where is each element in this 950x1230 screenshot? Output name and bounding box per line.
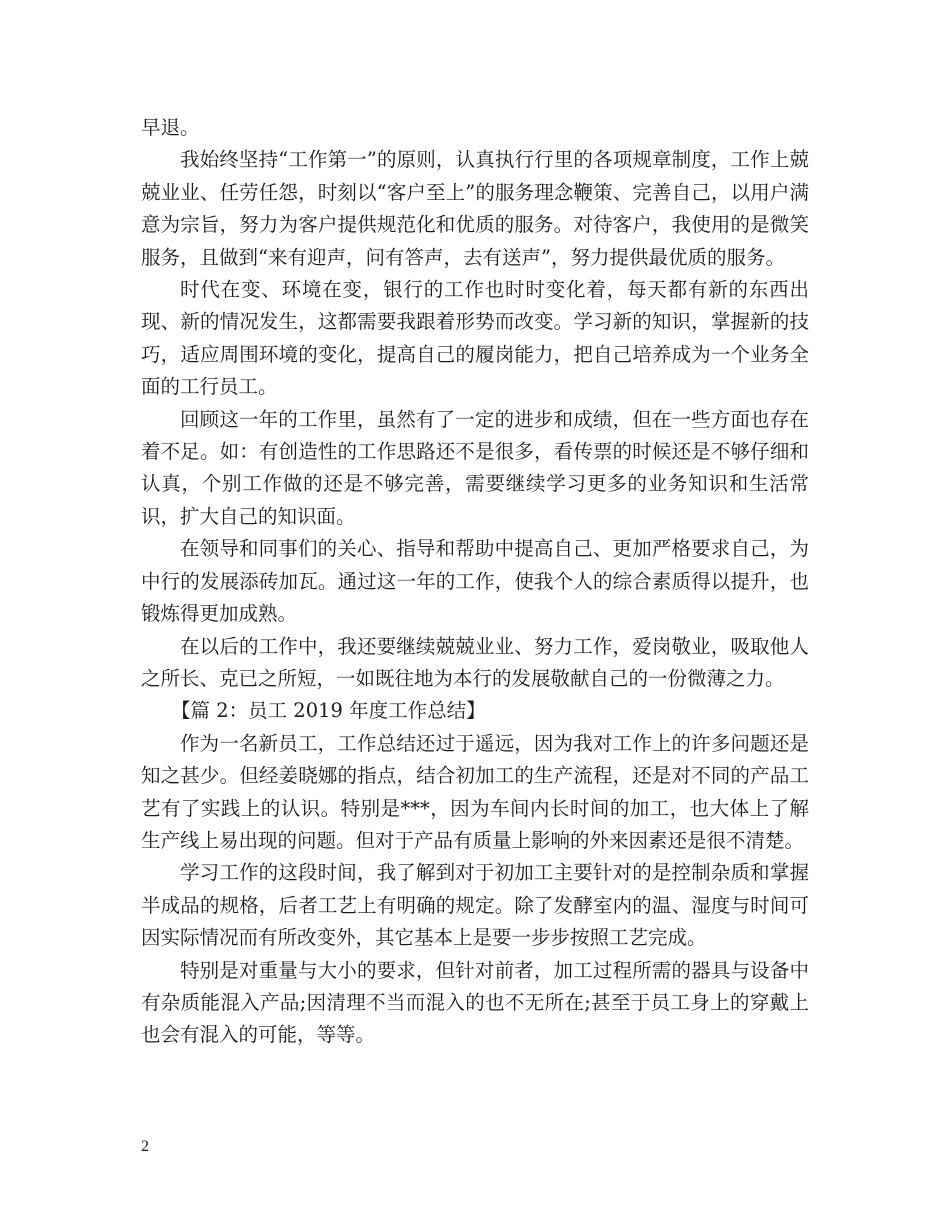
paragraph: 学习工作的这段时间，我了解到对于初加工主要针对的是控制杂质和掌握半成品的规格，后者工艺上有明确的规定。除了发酵室内的温、湿度与时间可因实际情况而有所改变外，其它基本上是要一步步按照工艺完成。 (141, 861, 809, 950)
paragraph: 作为一名新员工，工作总结还过于遥远，因为我对工作上的许多问题还是知之甚少。但经姜晓娜的指点，结合初加工的生产流程，还是对不同的产品工艺有了实践上的认识。特别是***，因为车间内长时间的加工，也大体上了解生产线上易出现的问题。但对于产品有质量上影响的外来因素还是很不清楚。 (141, 731, 809, 852)
document-body (141, 112, 809, 1052)
paragraph: 回顾这一年的工作里，虽然有了一定的进步和成绩，但在一些方面也存在着不足。如：有创造性的工作思路还不是很多，看传票的时候还是不够仔细和认真，个别工作做的还是不够完善，需要继续学习更多的业务知识和生活常识，扩大自己的知识面。 (141, 407, 809, 528)
page-number: 2 (141, 1138, 149, 1155)
paragraph: 在以后的工作中，我还要继续兢兢业业、努力工作，爱岗敬业，吸取他人之所长、克已之所短，一如既往地为本行的发展敬献自己的一份微薄之力。 (141, 634, 809, 690)
paragraph: 时代在变、环境在变，银行的工作也时时变化着，每天都有新的东西出现、新的情况发生，这都需要我跟着形势而改变。学习新的知识，掌握新的技巧，适应周围环境的变化，提高自己的履岗能力，把自己培养成为一个业务全面的工行员工。 (141, 278, 809, 399)
paragraph: 特别是对重量与大小的要求，但针对前者，加工过程所需的器具与设备中有杂质能混入产品;因清理不当而混入的也不无所在;甚至于员工身上的穿戴上也会有混入的可能，等等。 (141, 958, 809, 1047)
paragraph: 我始终坚持“工作第一”的原则，认真执行行里的各项规章制度，工作上兢兢业业、任劳任怨，时刻以“客户至上”的服务理念鞭策、完善自己，以用户满意为宗旨，努力为客户提供规范化和优质的服务。对待客户，我使用的是微笑服务，且做到“来有迎声，问有答声，去有送声”，努力提供最优质的服务。 (141, 148, 809, 269)
paragraph-continuation: 早退。 (141, 116, 200, 139)
section-heading: 【篇 2：员工 2019 年度工作总结】 (171, 699, 486, 723)
paragraph: 在领导和同事们的关心、指导和帮助中提高自己、更加严格要求自己，为中行的发展添砖加瓦。通过这一年的工作，使我个人的综合素质得以提升，也锻炼得更加成熟。 (141, 537, 809, 626)
